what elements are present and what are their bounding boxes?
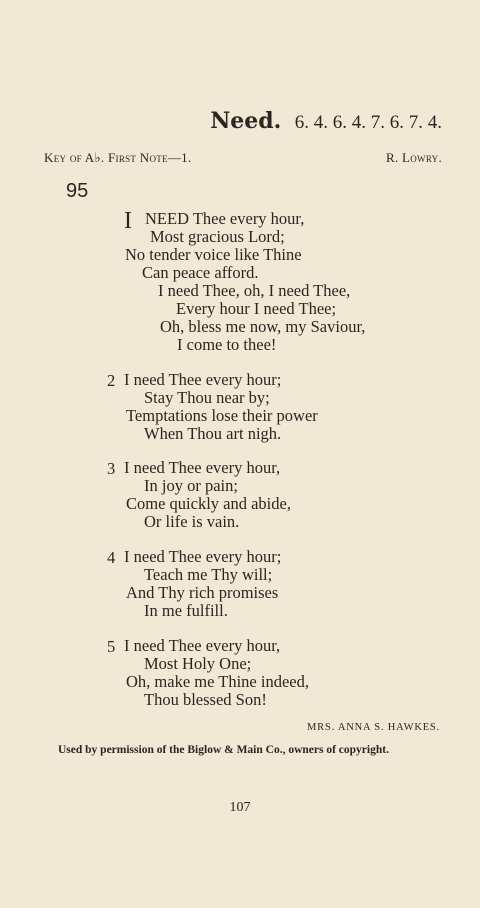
verse-line: I need Thee every hour,	[124, 458, 281, 477]
verse-line: Temptations lose their power	[126, 406, 318, 425]
verse-line: NEED Thee every hour,	[145, 209, 305, 228]
verse-line: In joy or pain;	[144, 476, 238, 495]
verse-line: I need Thee every hour,	[124, 636, 281, 655]
verse-line: Or life is vain.	[144, 512, 240, 531]
verse-line: Most Holy One;	[144, 654, 252, 673]
verse-line: And Thy rich promises	[126, 583, 279, 602]
stanza-number: 3	[107, 459, 116, 478]
verse-line: Come quickly and abide,	[126, 494, 291, 513]
verse-line: Thou blessed Son!	[144, 690, 267, 709]
verse-line: Oh, bless me now, my Saviour,	[160, 317, 366, 336]
verse-line: Teach me Thy will;	[144, 565, 273, 584]
verse-line: Most gracious Lord;	[150, 227, 285, 246]
composer: R. Lowry.	[385, 150, 442, 165]
verse-line: Oh, make me Thine indeed,	[126, 672, 309, 691]
verse-line: Every hour I need Thee;	[176, 299, 337, 318]
tune-meter: 6. 4. 6. 4. 7. 6. 7. 4.	[294, 112, 442, 133]
verse-line: I need Thee, oh, I need Thee,	[158, 281, 351, 300]
stanza-number: 4	[107, 548, 116, 567]
stanza-number: 5	[107, 637, 116, 656]
verse-line: Can peace afford.	[142, 263, 259, 282]
copyright-notice: Used by permission of the Biglow & Main Co., owners of copyright.	[58, 744, 389, 756]
drop-cap: I	[124, 208, 132, 234]
verse-line: I need Thee every hour;	[124, 547, 282, 566]
tune-name: Need.	[210, 108, 282, 134]
verse-line: In me fulfill.	[144, 601, 228, 620]
verse-line: I come to thee!	[177, 335, 277, 354]
author-credit: MRS. ANNA S. HAWKES.	[306, 722, 440, 733]
verse-line: I need Thee every hour;	[124, 370, 282, 389]
tune-header	[210, 108, 442, 134]
hymn-number: 95	[66, 180, 89, 202]
verse-line: No tender voice like Thine	[125, 245, 302, 264]
page-number: 107	[229, 800, 251, 815]
verse-line: Stay Thou near by;	[144, 388, 270, 407]
verse-line: When Thou art nigh.	[144, 424, 282, 443]
stanza-number: 2	[107, 371, 116, 390]
key-and-first-note: Key of A♭. First Note—1.	[44, 150, 192, 165]
